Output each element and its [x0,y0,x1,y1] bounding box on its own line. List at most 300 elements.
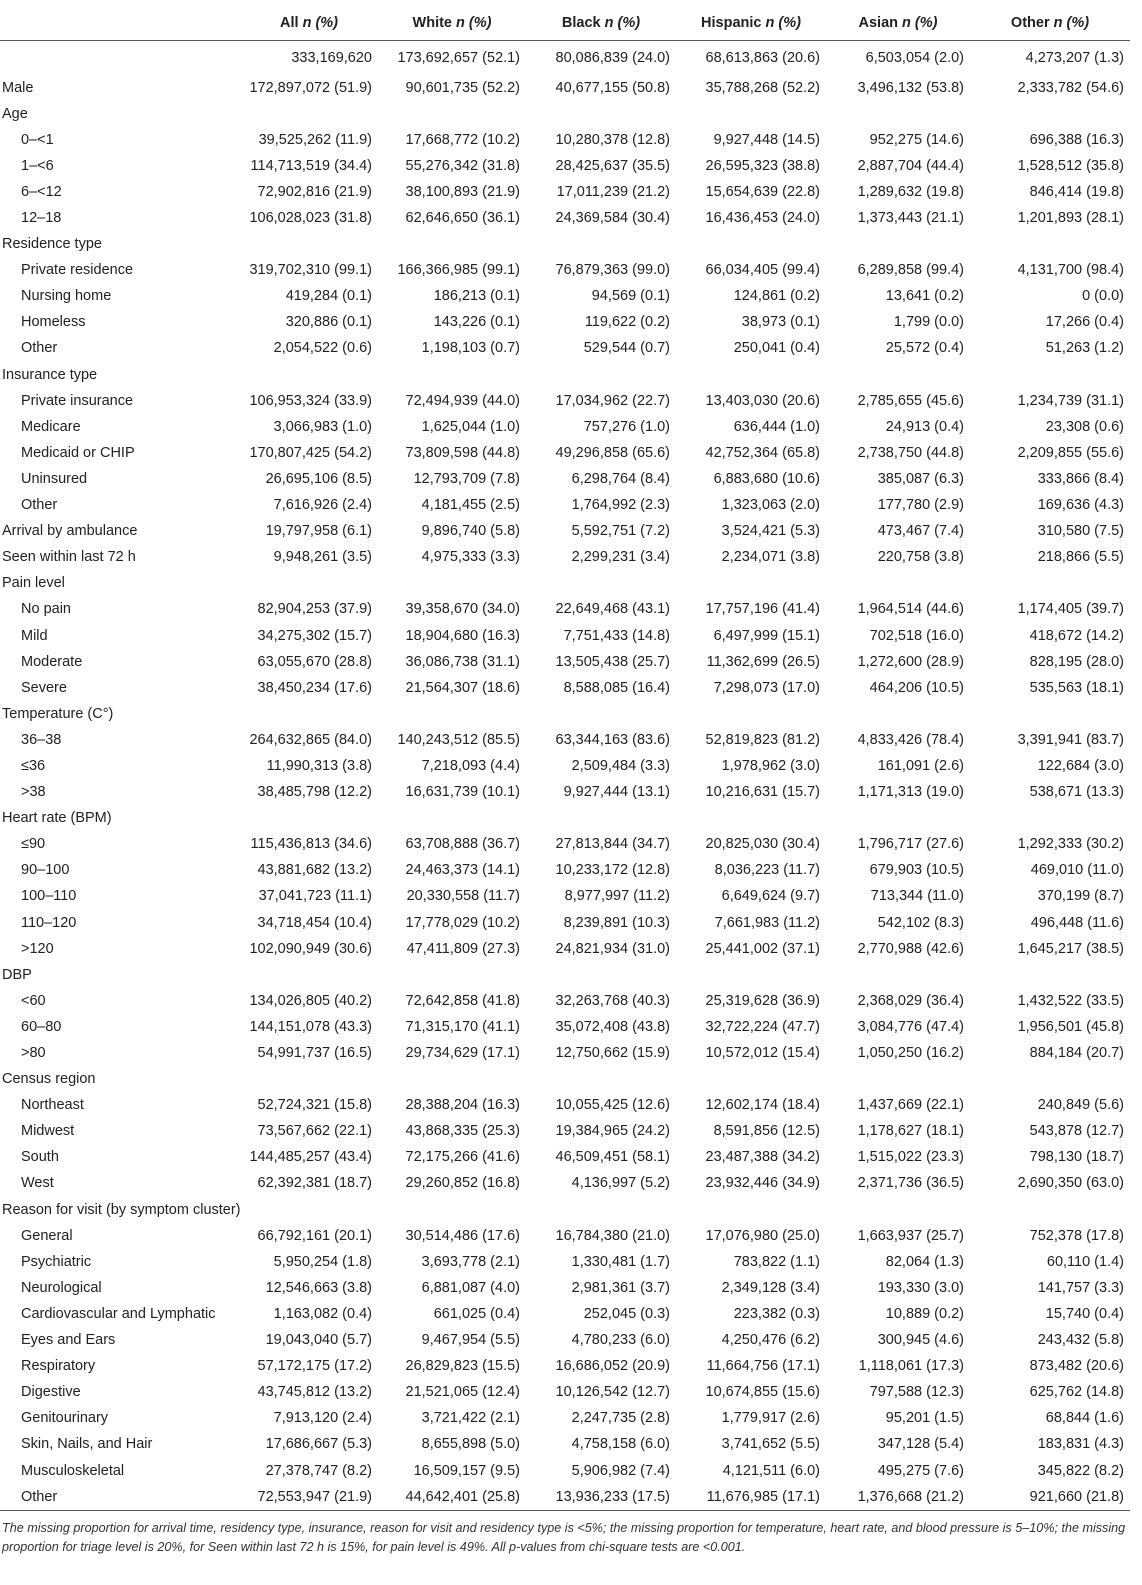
value-cell: 17,034,962 (22.7) [555,392,670,409]
value-cell: 4,975,333 (3.3) [421,549,520,566]
row-label: Insurance type [2,366,98,383]
value-cell: 1,292,333 (30.2) [1017,836,1124,853]
value-cell: 7,751,433 (14.8) [563,627,670,644]
value-cell: 243,432 (5.8) [1037,1332,1124,1349]
value-cell: 46,509,451 (58.1) [555,1149,670,1166]
value-cell: 35,072,408 (43.8) [555,1018,670,1035]
value-cell: 4,780,233 (6.0) [571,1332,670,1349]
value-cell: 1,779,917 (2.6) [721,1410,820,1427]
row-label: ≤90 [21,836,46,853]
value-cell: 696,388 (16.3) [1029,131,1124,148]
value-cell: 35,788,268 (52.2) [705,79,820,96]
value-cell: 7,298,073 (17.0) [713,679,820,696]
value-cell: 10,233,172 (12.8) [555,862,670,879]
row-label: Genitourinary [21,1410,109,1427]
value-cell: 10,674,855 (15.6) [705,1384,820,1401]
value-cell: 38,973 (0.1) [741,314,820,331]
value-cell: 5,592,751 (7.2) [571,523,670,540]
value-cell: 9,467,954 (5.5) [421,1332,520,1349]
value-cell: 13,403,030 (20.6) [705,392,820,409]
value-cell: 3,391,941 (83.7) [1017,731,1124,748]
row-label: Reason for visit (by symptom cluster) [2,1201,241,1218]
value-cell: 38,450,234 (17.6) [257,679,372,696]
row-label: Other [21,497,58,514]
table-row [0,936,1130,962]
table-row [0,570,1130,596]
value-cell: 13,936,233 (17.5) [526,1484,676,1511]
value-cell: 1,234,739 (31.1) [1017,392,1124,409]
value-cell: 114,713,519 (34.4) [250,157,372,174]
header-white: White n (%) [378,6,526,40]
value-cell: 2,785,655 (45.6) [857,392,964,409]
value-cell: 25,319,628 (36.9) [705,992,820,1009]
value-cell: 4,273,207 (1.3) [1025,49,1124,66]
value-cell: 1,163,082 (0.4) [273,1305,372,1322]
value-cell: 68,844 (1.6) [1045,1410,1124,1427]
value-cell: 38,100,893 (21.9) [405,183,520,200]
value-cell: 166,366,985 (99.1) [397,262,520,279]
value-cell: 0 (0.0) [1082,288,1124,305]
row-label: Mild [21,627,48,644]
table-row [0,1092,1130,1118]
value-cell [676,1197,826,1223]
row-label: DBP [2,966,32,983]
value-cell: 141,757 (3.3) [1037,1279,1124,1296]
value-cell [240,962,378,988]
value-cell [970,805,1130,831]
value-cell: 702,518 (16.0) [869,627,964,644]
value-cell [240,805,378,831]
row-label: Skin, Nails, and Hair [21,1436,153,1453]
value-cell: 15,654,639 (22.8) [705,183,820,200]
value-cell: 1,764,992 (2.3) [571,497,670,514]
table-row [0,962,1130,988]
value-cell: 4,181,455 (2.5) [421,497,520,514]
table-row [0,466,1130,492]
value-cell: 183,831 (4.3) [1037,1436,1124,1453]
value-cell: 193,330 (3.0) [877,1279,964,1296]
value-cell: 11,676,985 (17.1) [676,1484,826,1511]
table-row [0,309,1130,335]
value-cell: 4,131,700 (98.4) [1017,262,1124,279]
value-cell: 16,686,052 (20.9) [555,1358,670,1375]
value-cell: 34,718,454 (10.4) [257,914,372,931]
value-cell: 12,602,174 (18.4) [705,1097,820,1114]
row-label: 36–38 [21,731,62,748]
value-cell: 10,572,012 (15.4) [705,1045,820,1062]
value-cell [378,805,526,831]
value-cell [240,701,378,727]
value-cell: 170,807,425 (54.2) [249,444,372,461]
table-row [0,283,1130,309]
row-label: Census region [2,1071,96,1088]
value-cell: 119,622 (0.2) [584,314,670,331]
value-cell [526,962,676,988]
value-cell: 4,121,511 (6.0) [722,1462,820,1479]
value-cell [526,701,676,727]
row-label: 60–80 [21,1018,62,1035]
value-cell: 55,276,342 (31.8) [405,157,520,174]
value-cell: 62,392,381 (18.7) [257,1175,372,1192]
value-cell [970,1066,1130,1092]
table-row [0,205,1130,231]
value-cell: 82,064 (1.3) [885,1253,964,1270]
value-cell: 798,130 (18.7) [1029,1149,1124,1166]
value-cell: 529,544 (0.7) [583,340,670,357]
value-cell: 37,041,723 (11.1) [258,888,372,905]
value-cell [378,101,526,127]
value-cell: 3,693,778 (2.1) [421,1253,520,1270]
value-cell: 542,102 (8.3) [877,914,964,931]
value-cell: 385,087 (6.3) [877,470,964,487]
value-cell: 370,199 (8.7) [1037,888,1124,905]
value-cell: 347,128 (5.4) [877,1436,964,1453]
value-cell: 1,432,522 (33.5) [1017,992,1124,1009]
value-cell: 43,881,682 (13.2) [257,862,372,879]
value-cell: 172,897,072 (51.9) [249,79,372,96]
value-cell: 66,034,405 (99.4) [705,262,820,279]
value-cell: 16,631,739 (10.1) [405,784,520,801]
value-cell [970,101,1130,127]
header-all: All n (%) [240,6,378,40]
row-label: Moderate [21,653,83,670]
value-cell: 43,868,335 (25.3) [405,1123,520,1140]
table-row [0,883,1130,909]
table-row [0,414,1130,440]
value-cell: 106,028,023 (31.8) [249,210,372,227]
value-cell: 39,525,262 (11.9) [258,131,372,148]
value-cell [676,570,826,596]
value-cell [676,231,826,257]
value-cell [826,231,970,257]
value-cell: 10,055,425 (12.6) [555,1097,670,1114]
value-cell: 1,289,632 (19.8) [857,183,964,200]
value-cell [676,701,826,727]
table-row [0,335,1130,361]
value-cell: 10,280,378 (12.8) [555,131,670,148]
table-row [0,1484,1130,1511]
value-cell: 6,883,680 (10.6) [713,470,820,487]
value-cell: 6,503,054 (2.0) [865,49,964,66]
table-row [0,1275,1130,1301]
value-cell [826,962,970,988]
value-cell: 3,721,422 (2.1) [421,1410,520,1427]
value-cell [970,1197,1130,1223]
value-cell: 473,467 (7.4) [877,523,964,540]
value-cell: 144,485,257 (43.4) [249,1149,372,1166]
table-row [0,440,1130,466]
value-cell: 44,642,401 (25.8) [378,1484,526,1511]
value-cell: 3,066,983 (1.0) [273,418,372,435]
value-cell: 22,649,468 (43.1) [555,601,670,618]
value-cell: 1,050,250 (16.2) [857,1045,964,1062]
value-cell: 26,829,823 (15.5) [405,1358,520,1375]
value-cell: 76,879,363 (99.0) [555,262,670,279]
row-label: Age [2,105,28,122]
value-cell: 11,362,699 (26.5) [706,653,820,670]
header-label-cell [0,6,240,40]
value-cell [378,701,526,727]
value-cell: 72,494,939 (44.0) [405,392,520,409]
value-cell: 1,663,937 (25.7) [857,1227,964,1244]
value-cell [826,362,970,388]
table-row [0,518,1130,544]
row-label: Digestive [21,1384,81,1401]
value-cell: 90,601,735 (52.2) [405,79,520,96]
value-cell: 10,216,631 (15.7) [705,784,820,801]
value-cell: 106,953,324 (33.9) [249,392,372,409]
value-cell: 2,234,071 (3.8) [721,549,820,566]
header-black: Black n (%) [526,6,676,40]
value-cell: 24,463,373 (14.1) [405,862,520,879]
value-cell [378,962,526,988]
value-cell: 52,819,823 (81.2) [705,731,820,748]
value-cell: 2,368,029 (36.4) [857,992,964,1009]
row-label: Arrival by ambulance [2,523,138,540]
value-cell: 218,866 (5.5) [1037,549,1124,566]
value-cell [970,701,1130,727]
row-label: Residence type [2,236,102,253]
table-row [0,649,1130,675]
value-cell: 713,344 (11.0) [870,888,964,905]
value-cell: 2,209,855 (55.6) [1017,444,1124,461]
value-cell: 495,275 (7.6) [877,1462,964,1479]
value-cell: 1,376,668 (21.2) [826,1484,970,1511]
value-cell: 95,201 (1.5) [885,1410,964,1427]
row-label: General [21,1227,73,1244]
value-cell: 173,692,657 (52.1) [397,49,520,66]
value-cell: 28,388,204 (16.3) [405,1097,520,1114]
value-cell: 3,741,652 (5.5) [721,1436,820,1453]
value-cell [240,231,378,257]
value-cell [240,362,378,388]
value-cell: 783,822 (1.1) [733,1253,820,1270]
value-cell: 6,289,858 (99.4) [857,262,964,279]
value-cell: 1,272,600 (28.9) [857,653,964,670]
value-cell: 47,411,809 (27.3) [406,940,520,957]
value-cell: 2,349,128 (3.4) [721,1279,820,1296]
value-cell: 66,792,161 (20.1) [257,1227,372,1244]
table-row [0,910,1130,936]
table-row [0,75,1130,101]
value-cell: 23,487,388 (34.2) [705,1149,820,1166]
value-cell: 300,945 (4.6) [877,1332,964,1349]
value-cell: 24,913 (0.4) [885,418,964,435]
value-cell: 6,649,624 (9.7) [721,888,820,905]
value-cell: 1,174,405 (39.7) [1017,601,1124,618]
table-row [0,831,1130,857]
value-cell: 223,382 (0.3) [733,1305,820,1322]
row-label: Private residence [21,262,134,279]
value-cell: 20,825,030 (30.4) [705,836,820,853]
value-cell [378,231,526,257]
row-label: No pain [21,601,71,618]
value-cell: 418,672 (14.2) [1029,627,1124,644]
table-row [0,492,1130,518]
value-cell: 36,086,738 (31.1) [405,653,520,670]
value-cell [970,962,1130,988]
value-cell: 1,625,044 (1.0) [421,418,520,435]
value-cell: 24,369,584 (30.4) [555,210,670,227]
value-cell: 469,010 (11.0) [1030,862,1124,879]
table-row [0,1431,1130,1457]
value-cell: 2,299,231 (3.4) [571,549,670,566]
header-row [0,6,1130,40]
value-cell [970,231,1130,257]
row-label: Respiratory [21,1358,96,1375]
table-row [0,1223,1130,1249]
row-label: Medicaid or CHIP [21,444,135,461]
value-cell: 102,090,949 (30.6) [249,940,372,957]
value-cell: 5,950,254 (1.8) [273,1253,372,1270]
value-cell: 8,239,891 (10.3) [563,914,670,931]
value-cell: 3,496,132 (53.8) [857,79,964,96]
value-cell: 1,645,217 (38.5) [1017,940,1124,957]
value-cell: 23,932,446 (34.9) [705,1175,820,1192]
table-row [0,544,1130,570]
value-cell: 19,797,958 (6.1) [265,523,372,540]
value-cell: 6,298,764 (8.4) [571,470,670,487]
value-cell: 464,206 (10.5) [869,679,964,696]
value-cell [676,362,826,388]
table-row [0,127,1130,153]
value-cell: 177,780 (2.9) [877,497,964,514]
value-cell: 7,661,983 (11.2) [714,914,820,931]
value-cell: 42,752,364 (65.8) [705,444,820,461]
value-cell: 26,695,106 (8.5) [265,470,372,487]
row-label: Northeast [21,1097,84,1114]
row-label: Other [0,1484,240,1511]
value-cell: 13,505,438 (25.7) [555,653,670,670]
row-label: 1–<6 [21,157,54,174]
value-cell: 2,738,750 (44.8) [857,444,964,461]
value-cell: 19,043,040 (5.7) [265,1332,372,1349]
value-cell: 34,275,302 (15.7) [257,627,372,644]
row-label: Other [21,340,58,357]
value-cell: 17,668,772 (10.2) [405,131,520,148]
value-cell: 319,702,310 (99.1) [249,262,372,279]
value-cell [676,962,826,988]
value-cell: 240,849 (5.6) [1037,1097,1124,1114]
value-cell: 1,978,962 (3.0) [721,757,820,774]
row-label: 100–110 [21,888,77,905]
value-cell: 30,514,486 (17.6) [405,1227,520,1244]
header-hispanic: Hispanic n (%) [676,6,826,40]
value-cell: 18,904,680 (16.3) [405,627,520,644]
value-cell: 73,567,662 (22.1) [257,1123,372,1140]
row-label: Male [2,79,34,96]
value-cell: 12,546,663 (3.8) [265,1279,372,1296]
value-cell: 1,201,893 (28.1) [1017,210,1124,227]
value-cell [826,805,970,831]
value-cell: 72,642,858 (41.8) [405,992,520,1009]
value-cell [970,362,1130,388]
row-label: Psychiatric [21,1253,92,1270]
value-cell: 535,563 (18.1) [1029,679,1124,696]
value-cell: 17,076,980 (25.0) [705,1227,820,1244]
value-cell: 9,948,261 (3.5) [273,549,372,566]
row-label: Seen within last 72 h [2,549,136,566]
value-cell: 1,323,063 (2.0) [721,497,820,514]
value-cell: 1,796,717 (27.6) [857,836,964,853]
table-row [0,1353,1130,1379]
value-cell [826,701,970,727]
table-row [0,257,1130,283]
table-row [0,596,1130,622]
row-label: South [21,1149,59,1166]
table-row [0,1379,1130,1405]
value-cell: 16,784,380 (21.0) [555,1227,670,1244]
value-cell: 2,690,350 (63.0) [1017,1175,1124,1192]
value-cell: 122,684 (3.0) [1037,757,1124,774]
value-cell: 12,750,662 (15.9) [555,1045,670,1062]
value-cell: 17,686,667 (5.3) [265,1436,372,1453]
value-cell [526,570,676,596]
table-row [0,101,1130,127]
value-cell: 921,660 (21.8) [970,1484,1130,1511]
value-cell [240,570,378,596]
table-row [0,40,1130,75]
value-cell: 62,646,650 (36.1) [405,210,520,227]
value-cell [240,1197,378,1223]
value-cell: 169,636 (4.3) [1037,497,1124,514]
value-cell [378,1066,526,1092]
value-cell: 51,263 (1.2) [1045,340,1124,357]
value-cell [526,1197,676,1223]
value-cell: 10,889 (0.2) [885,1305,964,1322]
value-cell: 679,903 (10.5) [869,862,964,879]
value-cell: 39,358,670 (34.0) [405,601,520,618]
row-label: Homeless [21,314,86,331]
value-cell: 80,086,839 (24.0) [555,49,670,66]
table-row [0,1066,1130,1092]
value-cell [378,362,526,388]
value-cell: 2,333,782 (54.6) [1017,79,1124,96]
value-cell: 72,175,266 (41.6) [405,1149,520,1166]
value-cell: 63,708,888 (36.7) [405,836,520,853]
value-cell: 12,793,709 (7.8) [413,470,520,487]
value-cell: 17,757,196 (41.4) [705,601,820,618]
value-cell: 8,036,223 (11.7) [714,862,820,879]
value-cell: 1,330,481 (1.7) [571,1253,670,1270]
value-cell: 24,821,934 (31.0) [555,940,670,957]
row-label: >120 [21,940,54,957]
value-cell [526,231,676,257]
value-cell: 54,991,737 (16.5) [257,1045,372,1062]
value-cell: 68,613,863 (20.6) [705,49,820,66]
row-label: Heart rate (BPM) [2,810,112,827]
value-cell: 17,778,029 (10.2) [405,914,520,931]
table-row [0,1014,1130,1040]
value-cell: 72,553,947 (21.9) [240,1484,378,1511]
row-label: Pain level [2,575,65,592]
table-row [0,1170,1130,1196]
value-cell: 4,833,426 (78.4) [857,731,964,748]
table-row [0,857,1130,883]
value-cell: 884,184 (20.7) [1029,1045,1124,1062]
value-cell [826,1066,970,1092]
table-row [0,231,1130,257]
table-footnote: The missing proportion for arrival time, residency type, insurance, reason for visit and residency type is <5%; the missing proportion for temperature, heart rate, and blood pressure is 5–10%; the missing proportion for triage level is 20%, for Seen within last 72 h is 15%, for pain level is 49%. All p-values from chi-square tests are <0.001. [2,1520,1126,1554]
value-cell: 7,913,120 (2.4) [273,1410,372,1427]
table-row [0,675,1130,701]
row-label: 110–120 [21,914,77,931]
value-cell: 26,595,323 (38.8) [705,157,820,174]
value-cell: 419,284 (0.1) [285,288,372,305]
value-cell: 636,444 (1.0) [733,418,820,435]
value-cell: 1,964,514 (44.6) [857,601,964,618]
value-cell: 2,371,736 (36.5) [857,1175,964,1192]
